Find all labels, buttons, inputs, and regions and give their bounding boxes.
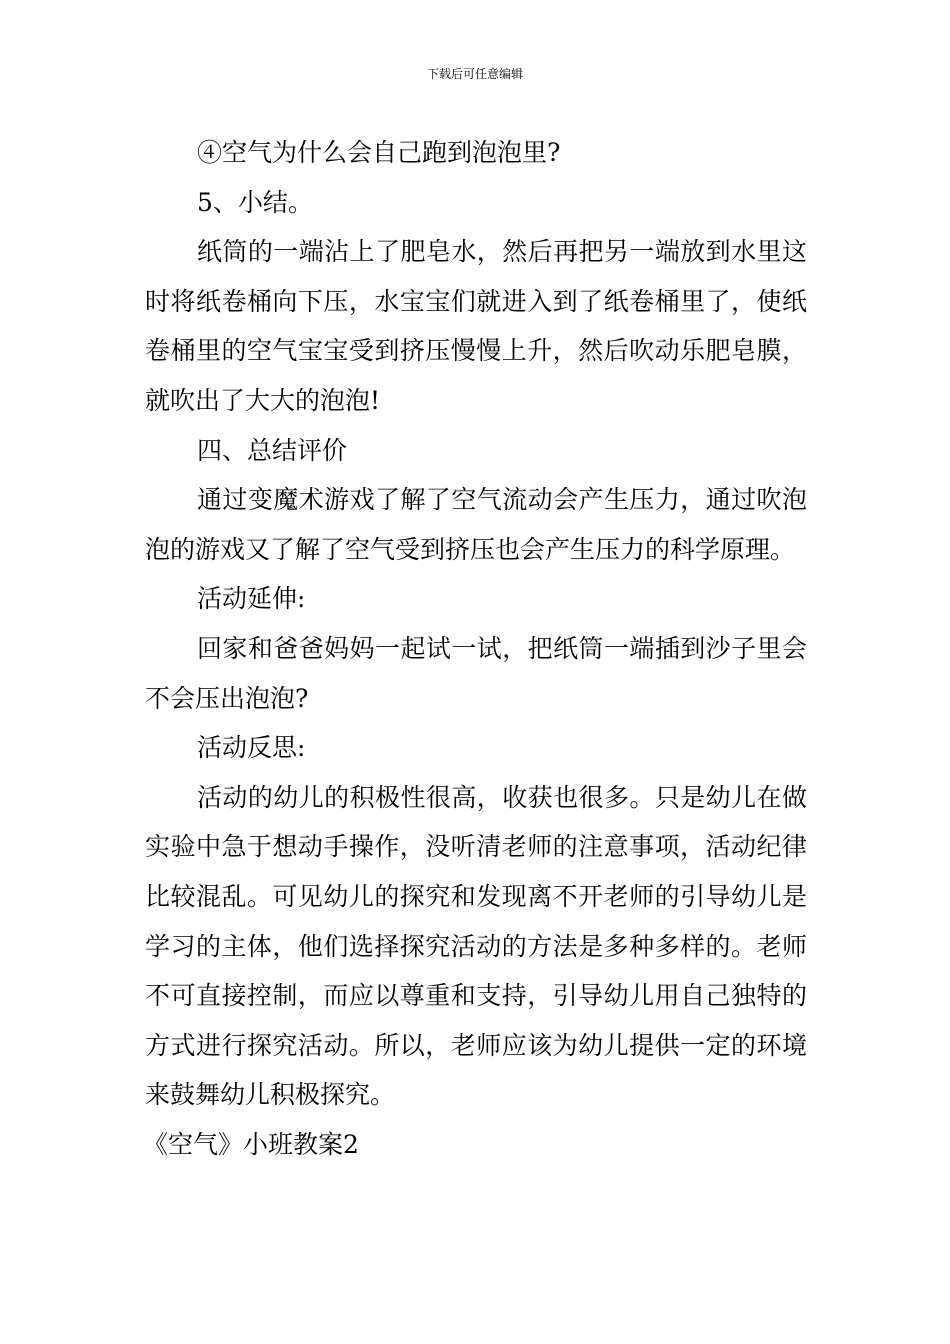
question-4: ④空气为什么会自己跑到泡泡里? bbox=[197, 138, 561, 167]
evaluation-heading: 四、总结评价 bbox=[197, 435, 348, 465]
summary-heading: 5、小结。 bbox=[197, 187, 313, 217]
reflection-paragraph: 活动的幼儿的积极性很高，收获也很多。只是幼儿在做实验中急于想动手操作，没听清老师的注意事项，活动纪律比较混乱。可见幼儿的探究和发现离不开老师的引导幼儿是学习的主体，他们选择探究活动的方法是多种多样的。老师不可直接控制，而应以尊重和支持，引导幼儿用自己独特的方式进行探究活动。所以，老师应该为幼儿提供一定的环境来鼓舞幼儿积极探究。 bbox=[145, 782, 807, 1110]
page-header: 下载后可任意编辑 bbox=[426, 67, 523, 81]
extension-paragraph: 回家和爸爸妈妈一起试一试，把纸筒一端插到沙子里会不会压出泡泡? bbox=[145, 633, 807, 713]
document-body bbox=[145, 128, 807, 1169]
reflection-heading: 活动反思: bbox=[197, 733, 306, 763]
extension-heading: 活动延伸: bbox=[197, 584, 306, 614]
evaluation-paragraph: 通过变魔术游戏了解了空气流动会产生压力，通过吹泡泡的游戏又了解了空气受到挤压也会产生压力的科学原理。 bbox=[145, 485, 807, 564]
summary-paragraph: 纸筒的一端沾上了肥皂水，然后再把另一端放到水里这时将纸卷桶向下压，水宝宝们就进入到了纸卷桶里了，使纸卷桶里的空气宝宝受到挤压慢慢上升，然后吹动乐肥皂膜，就吹出了大大的泡泡! bbox=[145, 237, 807, 415]
section-title: 《空气》小班教案2 bbox=[143, 1129, 359, 1159]
